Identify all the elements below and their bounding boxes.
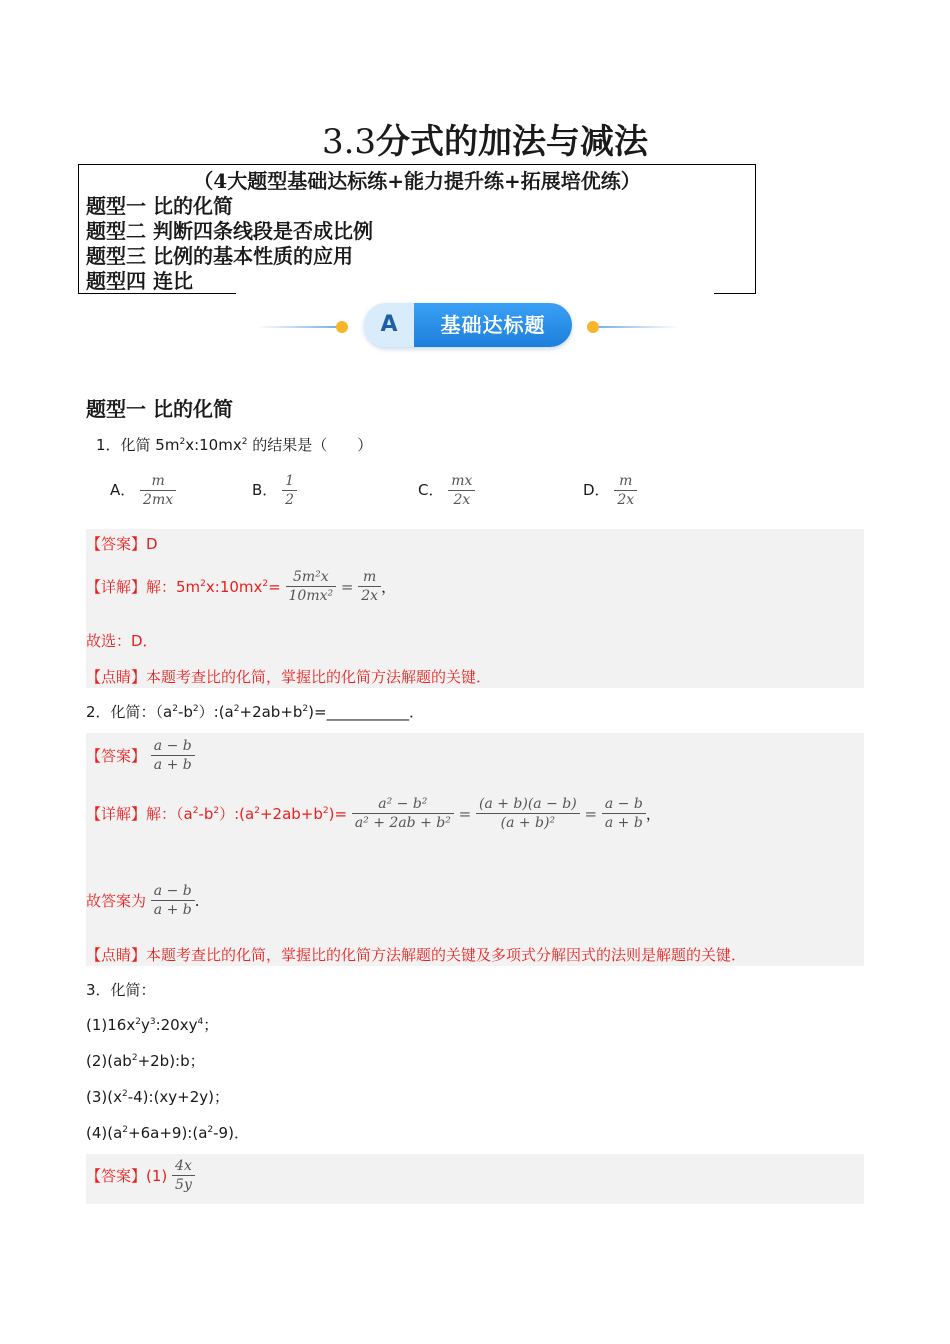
q3-part-2 bbox=[86, 1050, 205, 1072]
frac-num: a − b bbox=[602, 795, 646, 814]
box-border-gap bbox=[236, 290, 714, 296]
sup: 2 bbox=[322, 805, 329, 816]
q3-part-3 bbox=[86, 1086, 229, 1108]
q3-answer-panel bbox=[86, 1154, 864, 1204]
q1-detail bbox=[86, 568, 396, 605]
q2-stem-c: ）:(a bbox=[198, 703, 234, 721]
section-heading: 题型一 比的化简 bbox=[86, 397, 233, 421]
detail-expr bbox=[146, 576, 281, 598]
q3-stem: 3．化简： bbox=[86, 981, 156, 999]
q2-stem-a: 2．化简：（a bbox=[86, 703, 173, 721]
comma: ， bbox=[381, 577, 397, 596]
frac-den: (a + b)² bbox=[500, 815, 556, 831]
q1-stem-c: 的结果是（ ） bbox=[247, 436, 373, 454]
sup: 2 bbox=[121, 1089, 128, 1099]
frac-num: 4x bbox=[172, 1157, 195, 1176]
answer-tag: 【答案】 bbox=[86, 535, 147, 553]
q1-answer bbox=[86, 533, 158, 555]
q2-stem-b: -b bbox=[177, 703, 193, 721]
q1-option-a[interactable] bbox=[110, 472, 176, 509]
option-label: B． bbox=[252, 481, 278, 499]
sup: 2 bbox=[172, 704, 178, 714]
sup: 2 bbox=[302, 704, 309, 714]
q1-stem-a: 1．化简 5m bbox=[96, 436, 180, 454]
detail-text-b: -b bbox=[198, 804, 214, 823]
overview-item-2: 题型二 判断四条线段是否成比例 bbox=[86, 219, 373, 243]
frac-den: 2x bbox=[361, 588, 379, 604]
detail-eq: = bbox=[268, 577, 281, 596]
frac-num: mx bbox=[448, 472, 475, 491]
sup: 2 bbox=[135, 1017, 141, 1027]
q1-option-b[interactable] bbox=[252, 472, 297, 509]
option-fraction bbox=[614, 472, 637, 509]
frac-num: a² − b² bbox=[352, 795, 454, 814]
frac-num: m bbox=[358, 568, 381, 587]
banner-line-right bbox=[599, 326, 679, 328]
sup: 2 bbox=[207, 1125, 214, 1135]
q2-frac-3 bbox=[602, 795, 646, 832]
frac-num: (a + b)(a − b) bbox=[476, 795, 580, 814]
answer-tag: 【答案】 bbox=[86, 1166, 147, 1185]
equals: = bbox=[340, 577, 354, 596]
q2-comment bbox=[86, 944, 746, 966]
answer-blank[interactable]: ___________ bbox=[326, 703, 410, 721]
sup: 2 bbox=[192, 805, 199, 816]
part-text: -9)． bbox=[213, 1124, 249, 1142]
banner-dot-left bbox=[336, 321, 348, 333]
detail-text-a: 解：5m bbox=[146, 577, 201, 596]
part-text: ； bbox=[203, 1016, 219, 1034]
frac-den: 2mx bbox=[143, 492, 174, 508]
overview-item-4: 题型四 连比 bbox=[86, 269, 193, 293]
part-text: (4)(a bbox=[86, 1124, 123, 1142]
detail-tag: 【详解】 bbox=[86, 577, 147, 596]
answer-part: (1) bbox=[146, 1166, 168, 1185]
option-fraction bbox=[448, 472, 475, 509]
frac-num: m bbox=[614, 472, 637, 491]
frac-den: a + b bbox=[604, 815, 643, 831]
q2-frac-1 bbox=[352, 795, 454, 832]
q1-stem bbox=[96, 434, 372, 456]
frac-num: 1 bbox=[282, 472, 297, 491]
frac-num: m bbox=[140, 472, 176, 491]
frac-den: 5y bbox=[175, 1177, 192, 1193]
frac-den: 2x bbox=[453, 492, 471, 508]
option-fraction bbox=[282, 472, 297, 509]
comment-text: 本题考查比的化简，掌握比的化简方法解题的关键． bbox=[146, 668, 492, 686]
q2-answer-frac bbox=[151, 737, 195, 774]
sup: 2 bbox=[262, 578, 269, 589]
period: . bbox=[194, 891, 200, 910]
answer-tag: 【答案】 bbox=[86, 746, 147, 765]
sup: 2 bbox=[122, 1125, 129, 1135]
overview-item-1: 题型一 比的化简 bbox=[86, 194, 233, 218]
q2-answer-panel bbox=[86, 733, 864, 966]
section-banner bbox=[364, 303, 572, 347]
frac-den: 2 bbox=[285, 492, 294, 508]
sup: 3 bbox=[149, 1017, 156, 1027]
q1-option-c[interactable] bbox=[418, 472, 475, 509]
answer-value: D bbox=[146, 535, 158, 553]
option-label: C． bbox=[418, 481, 444, 499]
part-text: +6a+9):(a bbox=[128, 1124, 208, 1142]
comment-text: 本题考查比的化简，掌握比的化简方法解题的关键及多项式分解因式的法则是解题的关键． bbox=[146, 946, 747, 964]
part-text: (2)(ab bbox=[86, 1052, 132, 1070]
q3-answer bbox=[86, 1157, 195, 1194]
q2-conclusion-frac bbox=[151, 882, 195, 919]
option-fraction bbox=[140, 472, 176, 509]
part-text: -4):(xy+2y)； bbox=[127, 1088, 230, 1106]
part-text: y bbox=[140, 1016, 150, 1034]
title-text: 分式的加法与减法 bbox=[376, 122, 649, 162]
frac-den: 10mx² bbox=[288, 588, 334, 604]
part-text: +2b):b； bbox=[137, 1052, 205, 1070]
comment-tag: 【点睛】 bbox=[86, 946, 147, 964]
comment-tag: 【点睛】 bbox=[86, 668, 147, 686]
q3-answer-frac bbox=[172, 1157, 195, 1194]
q2-stem-e: )= bbox=[308, 703, 327, 721]
sup: 4 bbox=[197, 1017, 204, 1027]
detail-text-c: ）:(a bbox=[219, 804, 255, 823]
q1-frac-1 bbox=[286, 568, 337, 605]
frac-num: 5m²x bbox=[286, 568, 337, 587]
comma: ， bbox=[645, 804, 661, 823]
detail-text-e: )= bbox=[328, 804, 348, 823]
part-text: (1)16x bbox=[86, 1016, 136, 1034]
banner-badge: A bbox=[364, 303, 414, 347]
q2-stem-d: +2ab+b bbox=[239, 703, 303, 721]
overview-item-3: 题型三 比例的基本性质的应用 bbox=[86, 244, 353, 268]
detail-expr bbox=[146, 803, 347, 825]
q1-frac-2 bbox=[358, 568, 381, 605]
q2-stem-end: ． bbox=[409, 703, 425, 721]
detail-text-d: +2ab+b bbox=[259, 804, 323, 823]
banner-line-left bbox=[256, 326, 336, 328]
q3-part-4 bbox=[86, 1122, 249, 1144]
sup: 2 bbox=[200, 578, 206, 589]
option-label: D． bbox=[583, 481, 610, 499]
frac-den: a + b bbox=[153, 902, 192, 918]
q1-conclusion: 故选：D． bbox=[86, 632, 158, 650]
q2-detail bbox=[86, 795, 661, 832]
q1-answer-panel bbox=[86, 529, 864, 688]
q1-stem-b: x:10mx bbox=[185, 436, 242, 454]
detail-text-a: 解：（a bbox=[146, 804, 193, 823]
q1-option-d[interactable] bbox=[583, 472, 637, 509]
part-text: (3)(x bbox=[86, 1088, 122, 1106]
part-text: :20xy bbox=[155, 1016, 198, 1034]
frac-den: 2x bbox=[617, 492, 635, 508]
sup: 2 bbox=[241, 437, 248, 447]
q2-answer bbox=[86, 737, 195, 774]
banner-dot-right bbox=[587, 321, 599, 333]
q2-frac-2 bbox=[476, 795, 580, 832]
frac-den: a² + 2ab + b² bbox=[354, 815, 451, 831]
sup: 2 bbox=[233, 704, 240, 714]
option-label: A． bbox=[110, 481, 136, 499]
sup: 2 bbox=[213, 805, 220, 816]
detail-tag: 【详解】 bbox=[86, 804, 147, 823]
equals: = bbox=[584, 804, 598, 823]
sup: 2 bbox=[254, 805, 260, 816]
detail-text-b: x:10mx bbox=[205, 577, 263, 596]
banner-label: 基础达标题 bbox=[414, 303, 572, 347]
equals: = bbox=[458, 804, 472, 823]
sup: 2 bbox=[131, 1053, 138, 1063]
overview-subtitle: （4大题型基础达标练+能力提升练+拓展培优练） bbox=[193, 169, 641, 193]
sup: 2 bbox=[192, 704, 199, 714]
q1-comment bbox=[86, 666, 491, 688]
conclusion-text: 故答案为 bbox=[86, 891, 147, 910]
q2-conclusion bbox=[86, 882, 200, 919]
sup: 2 bbox=[179, 437, 186, 447]
frac-num: a − b bbox=[151, 882, 195, 901]
q2-stem bbox=[86, 701, 424, 723]
frac-num: a − b bbox=[151, 737, 195, 756]
title-number: 3.3 bbox=[321, 122, 377, 162]
frac-den: a + b bbox=[153, 757, 192, 773]
q3-part-1 bbox=[86, 1014, 218, 1036]
page-title bbox=[0, 122, 950, 162]
